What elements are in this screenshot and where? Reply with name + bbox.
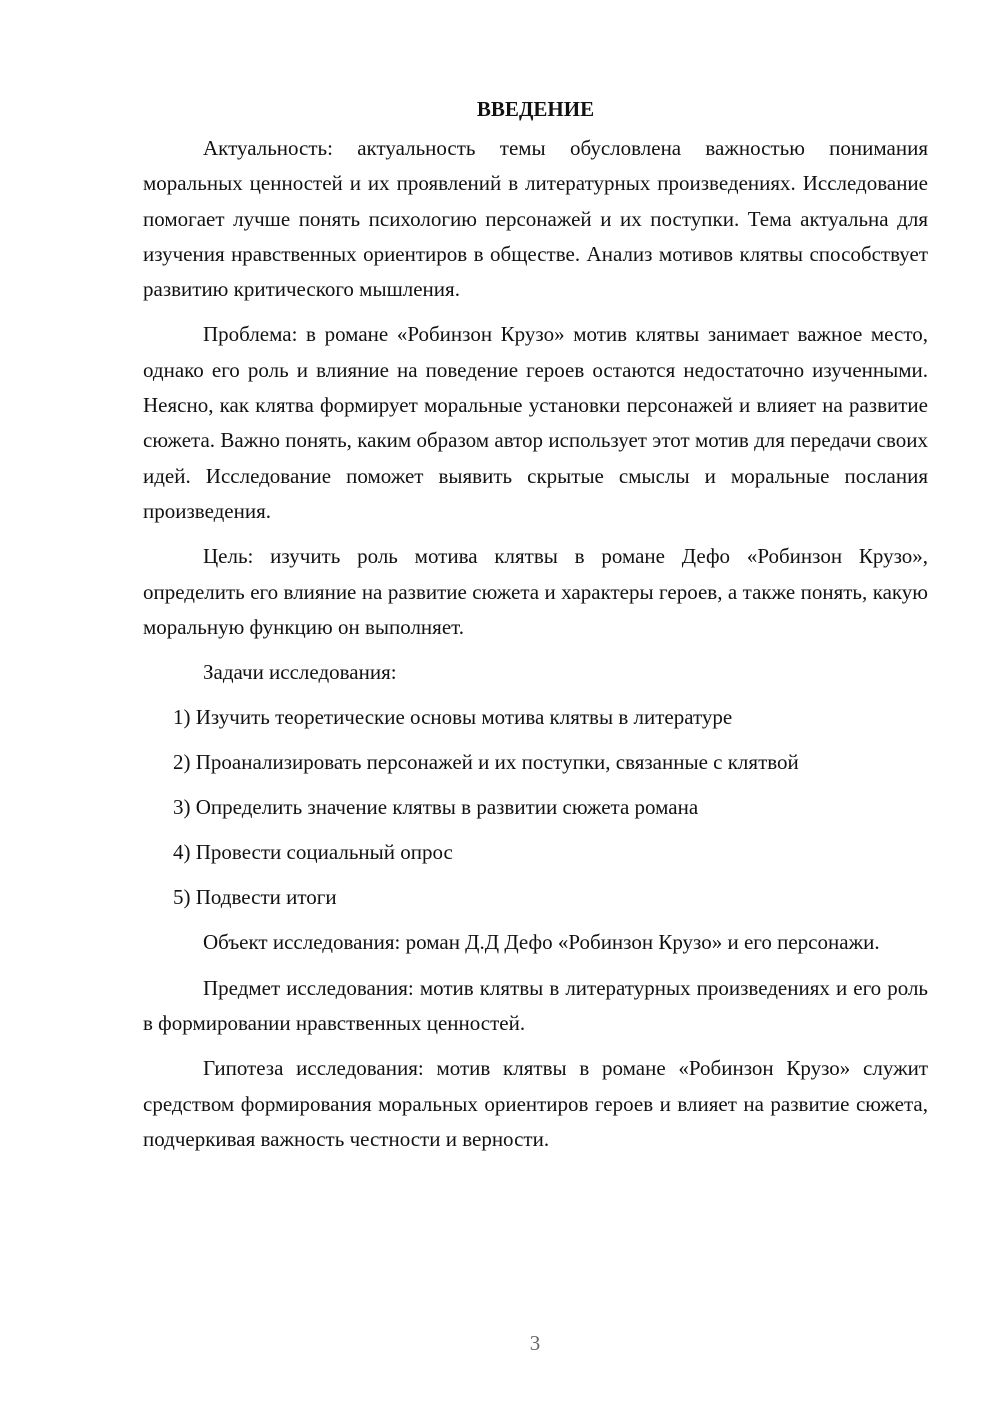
- tasks-heading: Задачи исследования:: [203, 660, 397, 685]
- relevance-paragraph: Актуальность: актуальность темы обусловлена важностью понимания моральных ценностей и их проявлений в литературных произведениях. Исследование помогает лучше понять психологию персонажей и их поступки. Тема актуальна для изучения нравственных ориентиров в обществе. Анализ мотивов клятвы способствует развитию критического мышления.: [143, 136, 928, 302]
- page-number: 3: [529, 1331, 541, 1355]
- document-page: [143, 92, 928, 1167]
- list-item: 1) Изучить теоретические основы мотива клятвы в литературе: [173, 705, 733, 730]
- list-item: 3) Определить значение клятвы в развитии сюжета романа: [173, 795, 699, 820]
- tasks-list: [143, 700, 928, 915]
- list-item: 2) Проанализировать персонажей и их поступки, связанные с клятвой: [173, 750, 799, 775]
- list-item: 5) Подвести итоги: [173, 885, 337, 910]
- section-heading: ВВЕДЕНИЕ: [476, 97, 595, 121]
- subject-paragraph: Предмет исследования: мотив клятвы в литературных произведениях и его роль в формировании нравственных ценностей.: [143, 975, 928, 1036]
- goal-paragraph: Цель: изучить роль мотива клятвы в романе Дефо «Робинзон Крузо», определить его влияние на развитие сюжета и характеры героев, а также понять, какую моральную функцию он выполняет.: [143, 544, 928, 639]
- hypothesis-paragraph: Гипотеза исследования: мотив клятвы в романе «Робинзон Крузо» служит средством формирования моральных ориентиров героев и влияет на развитие сюжета, подчеркивая важность честности и верности.: [143, 1056, 928, 1151]
- list-item: 4) Провести социальный опрос: [173, 840, 453, 865]
- object-paragraph: Объект исследования: роман Д.Д Дефо «Робинзон Крузо» и его персонажи.: [203, 930, 880, 955]
- problem-paragraph: Проблема: в романе «Робинзон Крузо» мотив клятвы занимает важное место, однако его роль и влияние на поведение героев остаются недостаточно изученными. Неясно, как клятва формирует моральные установки персонажей и влияет на развитие сюжета. Важно понять, каким образом автор использует этот мотив для передачи своих идей. Исследование поможет выявить скрытые смыслы и моральные послания произведения.: [143, 322, 928, 523]
